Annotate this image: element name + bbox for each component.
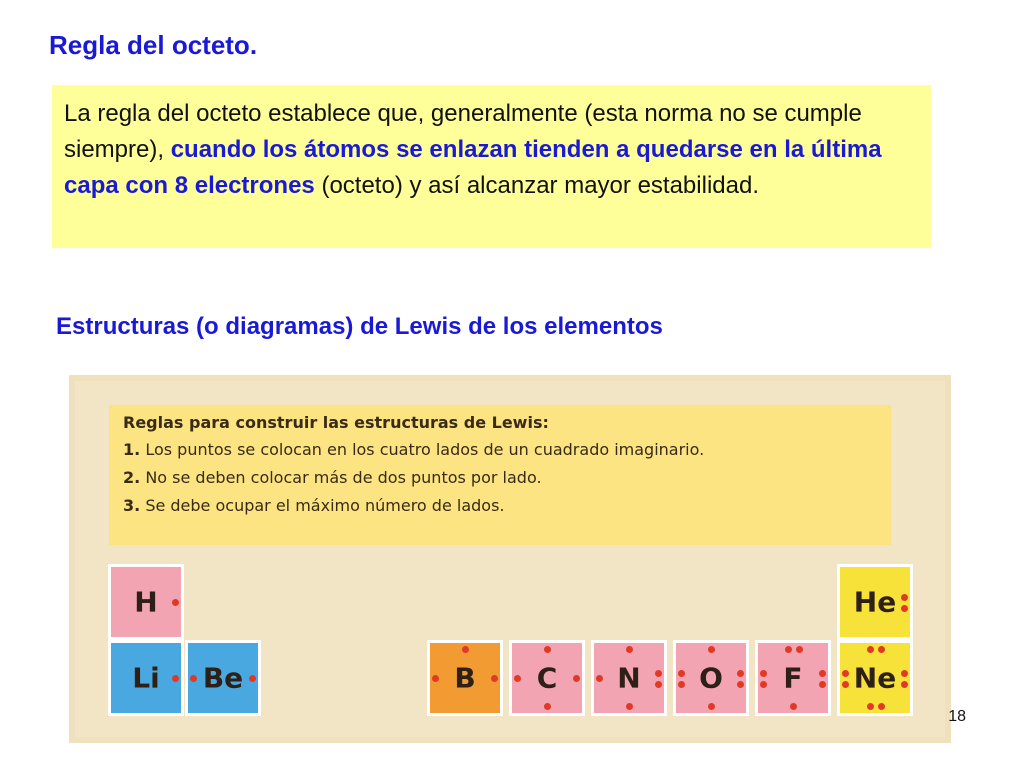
element-tile-b — [427, 640, 503, 716]
valence-electron-dot — [737, 681, 744, 688]
definition-box — [52, 85, 931, 248]
element-tile-he — [837, 564, 913, 640]
valence-electron-dot — [708, 703, 715, 710]
element-symbol: Be — [202, 661, 244, 695]
valence-electron-dot — [785, 646, 792, 653]
valence-electron-dot — [819, 670, 826, 677]
valence-electron-dot — [491, 675, 498, 682]
element-symbol: O — [699, 661, 723, 695]
valence-electron-dot — [867, 703, 874, 710]
valence-electron-dot — [462, 646, 469, 653]
textbook-scan — [69, 375, 951, 743]
definition-highlight: cuando los átomos se enlazan tienden a quedarse en la última capa con 8 electrones — [64, 136, 882, 199]
element-tile-be — [185, 640, 261, 716]
valence-electron-dot — [878, 703, 885, 710]
element-tile-o — [673, 640, 749, 716]
valence-electron-dot — [655, 670, 662, 677]
valence-electron-dot — [573, 675, 580, 682]
valence-electron-dot — [544, 646, 551, 653]
valence-electron-dot — [678, 670, 685, 677]
definition-text-end: (octeto) y así alcanzar mayor estabilidad. — [321, 172, 759, 199]
element-tile-li — [108, 640, 184, 716]
element-tile-h — [108, 564, 184, 640]
element-symbol: Li — [132, 661, 160, 695]
valence-electron-dot — [901, 681, 908, 688]
valence-electron-dot — [172, 599, 179, 606]
valence-electron-dot — [842, 670, 849, 677]
rule-item — [123, 468, 877, 487]
valence-electron-dot — [737, 670, 744, 677]
valence-electron-dot — [842, 681, 849, 688]
element-tile-ne — [837, 640, 913, 716]
rule-number: 2. — [123, 468, 141, 487]
valence-electron-dot — [190, 675, 197, 682]
element-symbol: F — [783, 661, 803, 695]
valence-electron-dot — [655, 681, 662, 688]
rules-heading: Reglas para construir las estructuras de Lewis: — [123, 413, 549, 432]
rule-text: Los puntos se colocan en los cuatro lados de un cuadrado imaginario. — [145, 440, 705, 459]
valence-electron-dot — [760, 681, 767, 688]
valence-electron-dot — [790, 703, 797, 710]
valence-electron-dot — [708, 646, 715, 653]
valence-electron-dot — [901, 605, 908, 612]
rule-item — [123, 440, 877, 459]
element-symbol: B — [454, 661, 476, 695]
valence-electron-dot — [626, 646, 633, 653]
valence-electron-dot — [432, 675, 439, 682]
element-tile-n — [591, 640, 667, 716]
page-number: 18 — [948, 708, 966, 725]
valence-electron-dot — [544, 703, 551, 710]
element-symbol: He — [853, 585, 897, 619]
valence-electron-dot — [901, 594, 908, 601]
section-subtitle: Estructuras (o diagramas) de Lewis de los elementos — [56, 313, 663, 340]
element-symbol: N — [617, 661, 641, 695]
rule-item — [123, 496, 877, 515]
valence-electron-dot — [867, 646, 874, 653]
rule-text: No se deben colocar más de dos puntos por lado. — [145, 468, 542, 487]
slide-title: Regla del octeto. — [49, 30, 258, 60]
valence-electron-dot — [514, 675, 521, 682]
valence-electron-dot — [760, 670, 767, 677]
element-symbol: H — [134, 585, 158, 619]
valence-electron-dot — [678, 681, 685, 688]
scan-page — [75, 381, 945, 737]
element-tile-c — [509, 640, 585, 716]
valence-electron-dot — [596, 675, 603, 682]
rule-text: Se debe ocupar el máximo número de lados. — [145, 496, 505, 515]
valence-electron-dot — [796, 646, 803, 653]
valence-electron-dot — [819, 681, 826, 688]
element-symbol: C — [536, 661, 558, 695]
valence-electron-dot — [878, 646, 885, 653]
valence-electron-dot — [626, 703, 633, 710]
definition-text: La regla del octeto establece que, generalmente (esta norma no se cumple siempre), — [64, 100, 862, 163]
rule-number: 3. — [123, 496, 141, 515]
rule-number: 1. — [123, 440, 141, 459]
valence-electron-dot — [901, 670, 908, 677]
valence-electron-dot — [172, 675, 179, 682]
element-tile-f — [755, 640, 831, 716]
lewis-rules-box — [109, 405, 891, 545]
element-symbol: Ne — [853, 661, 897, 695]
valence-electron-dot — [249, 675, 256, 682]
